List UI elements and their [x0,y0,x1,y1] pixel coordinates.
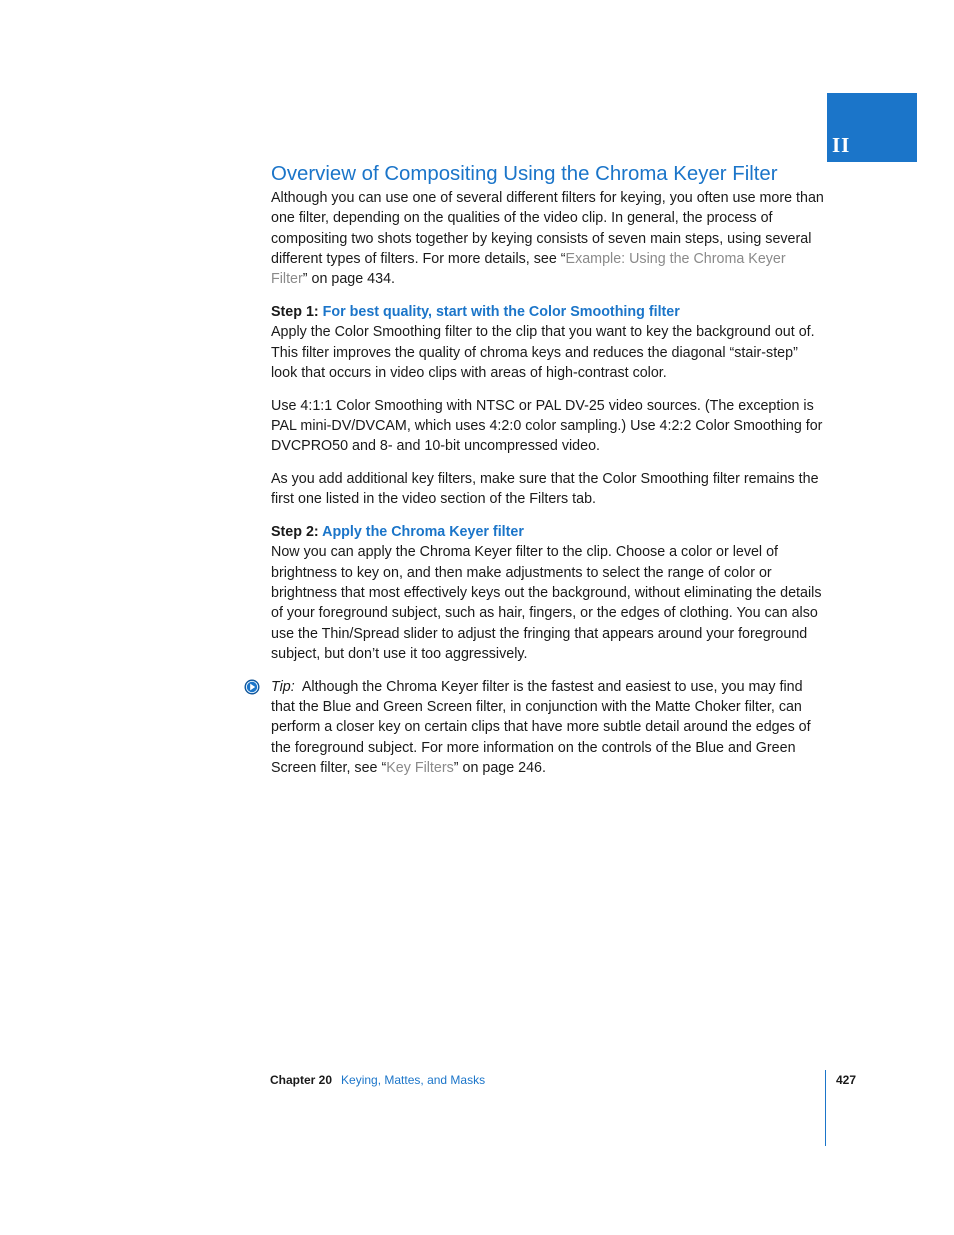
step-1-paragraph: As you add additional key filters, make sure that the Color Smoothing filter remains the first one listed in the video section of the Filters tab. [271,471,819,508]
step-2-paragraph: Now you can apply the Chroma Keyer filter to the clip. Choose a color or level of brightness to key on, and then make adjustments to select the range of color or brightness that most effectively keys out the background, without eliminating the details of your foreground subject, such as hair, fingers, or the edges of clothing. You can also use the Thin/Spread slider to adjust the fringing that appears around your foreground subject, but don’t use it too aggressively. [271,544,822,662]
cross-reference-link[interactable]: Key Filters [386,759,454,776]
cross-reference-link[interactable]: Example: Using the Chroma Keyer Filter [271,250,786,288]
section-title: Overview of Compositing Using the Chroma Keyer Filter [271,163,778,185]
footer-divider [825,1070,826,1146]
tip-label: Tip: [271,678,295,695]
page-number: 427 [836,1073,857,1087]
page-footer [270,1072,485,1088]
step-1-title: For best quality, start with the Color Smoothing filter [322,303,680,320]
footer-chapter: Chapter 20 [270,1073,333,1087]
step-2-heading [271,522,826,542]
step-1-heading [271,302,826,322]
step-2-label: Step 2: [271,524,319,541]
intro-paragraph: Although you can use one of several different filters for keying, you often use more than one filter, depending on the qualities of the video clip. In general, the process of compositing two shots together by keying consists of seven main steps, using several different types of filters. For more details, see “Example: Using the Chroma Keyer Filter” on page 434. [271,190,824,288]
step-1-label: Step 1: [271,303,319,320]
step-2-title: Apply the Chroma Keyer filter [322,524,524,541]
footer-chapter-title: Keying, Mattes, and Masks [341,1073,486,1087]
part-tab-label: II [832,133,851,157]
step-1-paragraph: Use 4:1:1 Color Smoothing with NTSC or PAL DV-25 video sources. (The exception is PAL mini-DV/DVCAM, which uses 4:2:0 color sampling.) Use 4:2:2 Color Smoothing for DVCPRO50 and 8- and 10-bit uncompressed video. [271,397,823,455]
part-tab [827,93,917,162]
tip-paragraph: Tip: Although the Chroma Keyer filter is the fastest and easiest to use, you may find that the Blue and Green Screen filter, in conjunction with the Matte Choker filter, can perform a closer key on certain clips that have more subtle detail around the edges of the foreground subject. For more information on the controls of the Blue and Green Screen filter, see “Key Filters” on page 246. [271,677,826,778]
play-arrow-icon [244,679,260,695]
main-content [271,160,826,778]
step-1-paragraph: Apply the Color Smoothing filter to the clip that you want to key the background out of. This filter improves the quality of chroma keys and reduces the diagonal “stair-step” look that occurs in video clips with areas of high-contrast color. [271,324,815,381]
